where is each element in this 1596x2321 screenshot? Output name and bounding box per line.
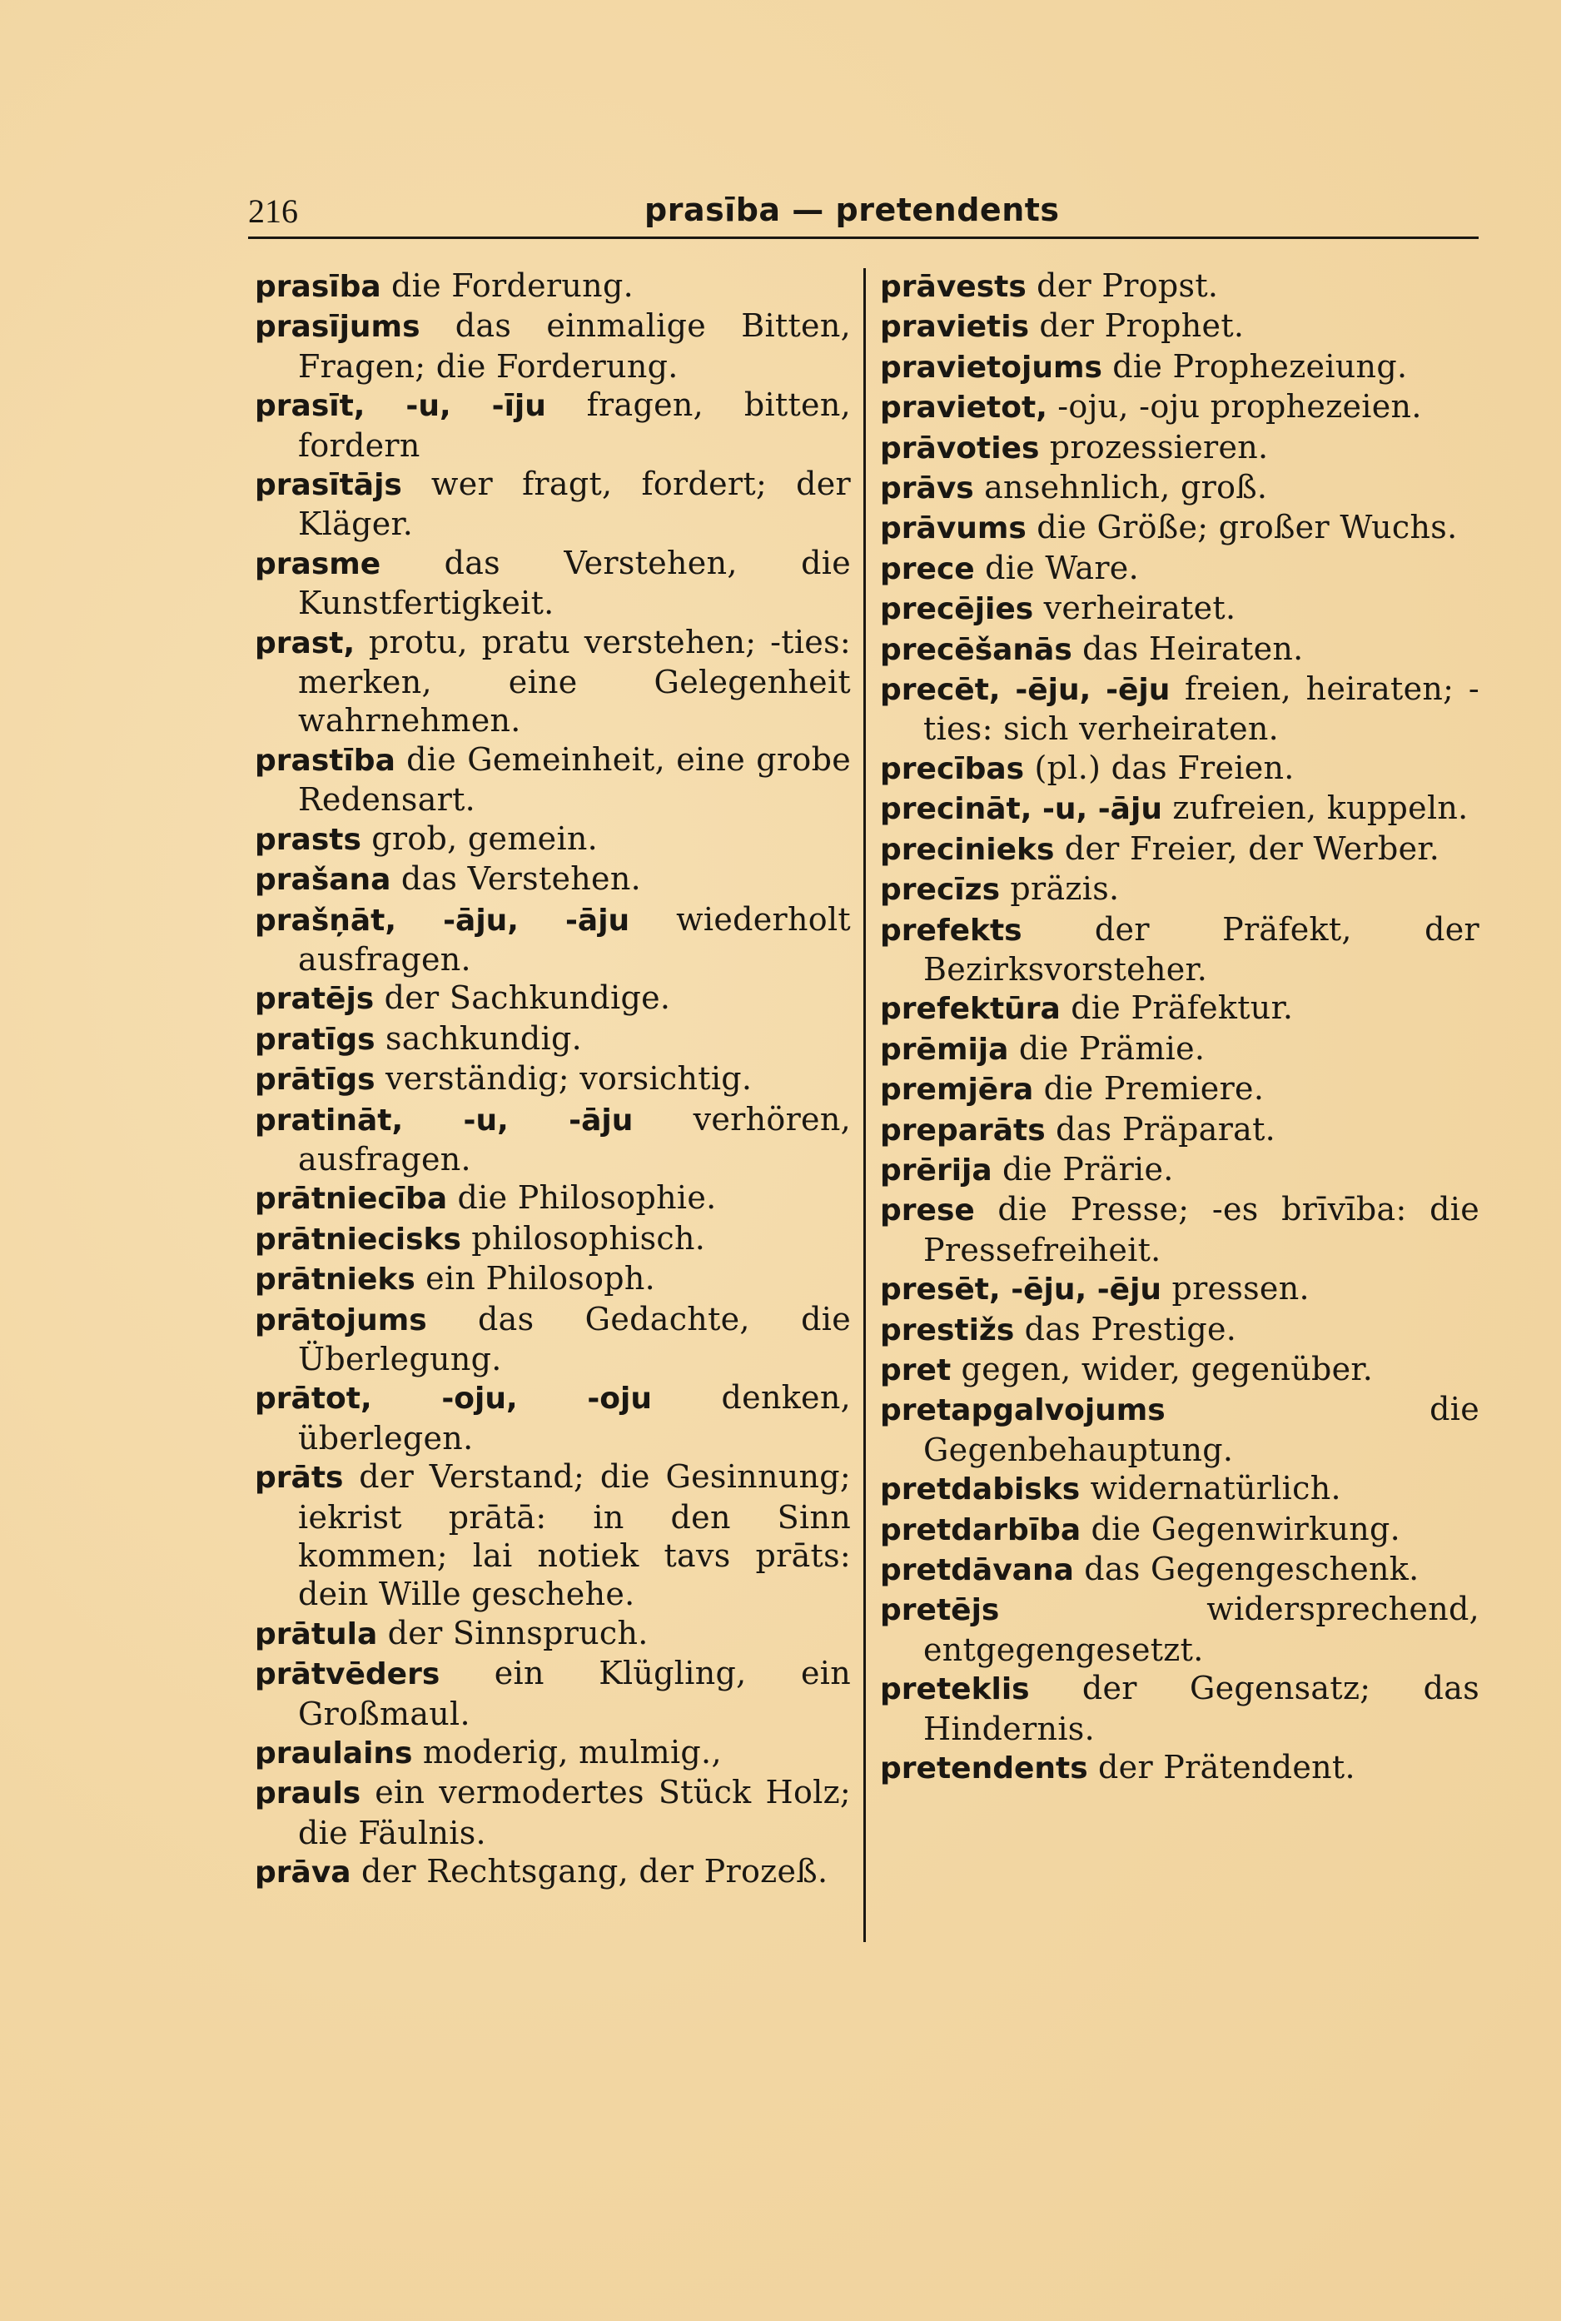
entry-headword: pratināt, -u, -āju bbox=[255, 1103, 634, 1138]
entry-definition: widernatürlich. bbox=[1080, 1470, 1341, 1507]
entry-definition: die Philosophie. bbox=[447, 1179, 717, 1217]
dictionary-entry bbox=[255, 740, 851, 819]
entry-headword: pratīgs bbox=[255, 1022, 375, 1057]
dictionary-entry bbox=[255, 1259, 851, 1299]
entry-definition: die Gegenbehauptung. bbox=[923, 1391, 1479, 1468]
dictionary-entry bbox=[880, 869, 1479, 909]
entry-headword: prast, bbox=[255, 625, 355, 660]
entry-definition: protu, pratu verstehen; -ties: merken, eine Gelegenheit wahrnehmen. bbox=[298, 623, 851, 740]
entry-definition: der Gegensatz; das Hindernis. bbox=[923, 1670, 1479, 1747]
entry-headword: prātvēders bbox=[255, 1657, 440, 1692]
running-head: prasība — pretendents bbox=[644, 192, 1060, 228]
entry-definition: ein Klügling, ein Großmaul. bbox=[298, 1655, 851, 1732]
entry-definition: das Gedachte, die Überlegung. bbox=[298, 1300, 851, 1377]
entry-definition: die Forderung. bbox=[380, 267, 634, 304]
dictionary-entry bbox=[255, 1178, 851, 1218]
entry-definition: die Gegenwirkung. bbox=[1081, 1510, 1401, 1547]
dictionary-entry bbox=[880, 1350, 1479, 1390]
entry-definition: prozessieren. bbox=[1039, 428, 1269, 466]
dictionary-entry bbox=[255, 900, 851, 979]
entry-headword: prasījums bbox=[255, 310, 420, 345]
entry-definition: das einmalige Bitten, Fragen; die Forderung. bbox=[298, 307, 851, 385]
dictionary-entry bbox=[880, 589, 1479, 629]
entry-headword: prece bbox=[880, 551, 975, 586]
entry-definition: die Größe; großer Wuchs. bbox=[1026, 509, 1458, 546]
dictionary-entry bbox=[880, 266, 1479, 306]
dictionary-entry bbox=[880, 1390, 1479, 1469]
entry-definition: der Rechtsgang, der Prozeß. bbox=[351, 1853, 828, 1890]
entry-headword: prātula bbox=[255, 1616, 378, 1651]
dictionary-entry bbox=[880, 1069, 1479, 1109]
entry-headword: precēšanās bbox=[880, 632, 1072, 667]
dictionary-entry bbox=[880, 1590, 1479, 1669]
entry-headword: pretapgalvojums bbox=[880, 1393, 1166, 1428]
dictionary-entry bbox=[880, 1469, 1479, 1509]
entry-headword: precēt, -ēju, -ēju bbox=[880, 673, 1171, 708]
entry-headword: prauls bbox=[255, 1776, 361, 1811]
entry-headword: prāvums bbox=[880, 511, 1027, 546]
entry-definition: moderig, mulmig., bbox=[412, 1734, 722, 1771]
entry-headword: preparāts bbox=[880, 1113, 1046, 1148]
dictionary-entry bbox=[880, 1550, 1479, 1590]
dictionary-entry bbox=[880, 1669, 1479, 1748]
dictionary-entry bbox=[880, 630, 1479, 670]
entry-headword: prasts bbox=[255, 822, 361, 857]
dictionary-entry bbox=[880, 549, 1479, 589]
entry-headword: pretējs bbox=[880, 1593, 1000, 1628]
entry-headword: pretdāvana bbox=[880, 1553, 1074, 1587]
dictionary-entry bbox=[255, 819, 851, 859]
dictionary-entry bbox=[255, 1019, 851, 1059]
right-column bbox=[880, 266, 1479, 1788]
entry-definition: gegen, wider, gegenüber. bbox=[951, 1350, 1374, 1387]
dictionary-entry bbox=[880, 1029, 1479, 1069]
entry-definition: wer fragt, fordert; der Kläger. bbox=[298, 466, 851, 543]
dictionary-entry bbox=[880, 1510, 1479, 1550]
dictionary-entry bbox=[880, 829, 1479, 869]
entry-headword: prātniecība bbox=[255, 1182, 448, 1217]
dictionary-entry bbox=[255, 1852, 851, 1892]
entry-headword: pratējs bbox=[255, 982, 375, 1017]
entry-definition: der Prätendent. bbox=[1087, 1749, 1355, 1786]
dictionary-entry bbox=[255, 1654, 851, 1733]
entry-definition: (pl.) das Freien. bbox=[1024, 749, 1295, 786]
page-number: 216 bbox=[248, 192, 298, 230]
entry-headword: prasītājs bbox=[255, 468, 402, 503]
entry-headword: prestižs bbox=[880, 1312, 1015, 1347]
entry-headword: preteklis bbox=[880, 1672, 1030, 1707]
dictionary-entry bbox=[255, 1457, 851, 1614]
dictionary-entry bbox=[880, 1190, 1479, 1269]
entry-headword: prēmija bbox=[880, 1032, 1009, 1067]
entry-headword: prese bbox=[880, 1193, 975, 1228]
dictionary-entry bbox=[255, 1059, 851, 1099]
dictionary-entry bbox=[255, 1773, 851, 1852]
entry-definition: der Sinnspruch. bbox=[377, 1614, 649, 1651]
dictionary-entry bbox=[255, 306, 851, 386]
dictionary-entry bbox=[880, 306, 1479, 346]
entry-headword: precīzs bbox=[880, 873, 1000, 908]
column-divider bbox=[863, 268, 866, 1942]
dictionary-entry bbox=[255, 465, 851, 544]
entry-headword: precināt, -u, -āju bbox=[880, 792, 1162, 827]
entry-headword: prātot, -oju, -oju bbox=[255, 1382, 652, 1417]
entry-headword: pretendents bbox=[880, 1751, 1088, 1786]
dictionary-entry bbox=[880, 1310, 1479, 1350]
dictionary-entry bbox=[255, 859, 851, 899]
entry-headword: prāvs bbox=[880, 471, 974, 506]
dictionary-entry bbox=[880, 1269, 1479, 1309]
entry-headword: prāts bbox=[255, 1461, 344, 1496]
entry-headword: prātojums bbox=[255, 1302, 427, 1337]
entry-headword: prasība bbox=[255, 270, 381, 304]
dictionary-entry bbox=[880, 749, 1479, 789]
dictionary-entry bbox=[880, 468, 1479, 508]
entry-definition: die Präfektur. bbox=[1060, 989, 1294, 1027]
entry-headword: prērija bbox=[880, 1153, 992, 1188]
entry-definition: das Gegengeschenk. bbox=[1073, 1551, 1419, 1587]
entry-headword: precinieks bbox=[880, 832, 1055, 867]
entry-headword: prašana bbox=[255, 863, 391, 898]
entry-definition: verhören, ausfragen. bbox=[298, 1100, 851, 1178]
dictionary-entry bbox=[255, 1300, 851, 1379]
entry-definition: das Verstehen. bbox=[390, 860, 641, 898]
entry-definition: präzis. bbox=[1000, 870, 1120, 908]
entry-definition: das Prestige. bbox=[1014, 1310, 1237, 1347]
entry-headword: prasme bbox=[255, 546, 381, 581]
dictionary-entry bbox=[880, 670, 1479, 749]
entry-headword: prašņāt, -āju, -āju bbox=[255, 903, 630, 938]
dictionary-entry bbox=[255, 1100, 851, 1179]
entry-headword: praulains bbox=[255, 1736, 413, 1771]
dictionary-entry bbox=[255, 266, 851, 306]
entry-headword: prefekts bbox=[880, 913, 1022, 948]
dictionary-entry bbox=[255, 544, 851, 623]
dictionary-entry bbox=[255, 1733, 851, 1773]
entry-definition: widersprechend, entgegengesetzt. bbox=[923, 1591, 1479, 1668]
entry-headword: prāvoties bbox=[880, 431, 1040, 466]
dictionary-entry bbox=[880, 989, 1479, 1029]
entry-headword: prāvests bbox=[880, 270, 1027, 304]
entry-definition: die Premiere. bbox=[1033, 1070, 1265, 1108]
left-column bbox=[255, 266, 851, 1893]
entry-definition: der Prophet. bbox=[1029, 307, 1245, 345]
entry-definition: fragen, bitten, fordern bbox=[298, 386, 851, 464]
entry-headword: premjēra bbox=[880, 1073, 1034, 1108]
entry-definition: das Verstehen, die Kunstfertigkeit. bbox=[298, 544, 851, 622]
entry-headword: prastība bbox=[255, 743, 395, 778]
entry-headword: prefektūra bbox=[880, 992, 1061, 1027]
dictionary-entry bbox=[880, 789, 1479, 829]
entry-definition: grob, gemein. bbox=[360, 819, 599, 857]
dictionary-entry bbox=[255, 979, 851, 1019]
dictionary-entry bbox=[880, 387, 1479, 427]
entry-headword: prātniecisks bbox=[255, 1222, 461, 1257]
page-header bbox=[248, 185, 1479, 239]
dictionary-entry bbox=[880, 508, 1479, 548]
entry-definition: sachkundig. bbox=[375, 1019, 583, 1057]
dictionary-entry bbox=[255, 1219, 851, 1259]
entry-definition: freien, heiraten; -ties: sich verheiraten. bbox=[923, 670, 1479, 748]
dictionary-entry bbox=[880, 910, 1479, 989]
entry-definition: verheiratet. bbox=[1033, 590, 1236, 627]
entry-headword: pravietot, bbox=[880, 391, 1047, 426]
dictionary-entry bbox=[880, 428, 1479, 468]
entry-definition: der Propst. bbox=[1026, 267, 1219, 304]
entry-definition: verständig; vorsichtig. bbox=[375, 1060, 753, 1098]
entry-headword: precības bbox=[880, 751, 1025, 786]
entry-definition: die Ware. bbox=[974, 549, 1139, 586]
entry-definition: der Freier, der Werber. bbox=[1054, 829, 1440, 867]
entry-headword: pravietis bbox=[880, 310, 1030, 345]
dictionary-entry bbox=[255, 1378, 851, 1457]
entry-definition: der Sachkundige. bbox=[374, 979, 671, 1017]
entry-definition: die Gemeinheit, eine grobe Redensart. bbox=[298, 740, 851, 819]
entry-headword: pretdarbība bbox=[880, 1512, 1081, 1547]
dictionary-entry bbox=[255, 623, 851, 740]
entry-definition: ansehnlich, groß. bbox=[973, 469, 1268, 506]
entry-definition: die Prämie. bbox=[1008, 1029, 1206, 1067]
entry-headword: prāva bbox=[255, 1855, 351, 1890]
dictionary-entry bbox=[880, 1748, 1479, 1788]
entry-headword: prātnieks bbox=[255, 1263, 415, 1297]
entry-definition: das Präparat. bbox=[1045, 1110, 1276, 1148]
dictionary-entry bbox=[880, 1150, 1479, 1190]
entry-definition: wiederholt ausfragen. bbox=[298, 900, 851, 978]
dictionary-entry bbox=[255, 386, 851, 465]
dictionary-entry bbox=[880, 347, 1479, 387]
entry-definition: philosophisch. bbox=[460, 1219, 706, 1257]
dictionary-entry bbox=[880, 1110, 1479, 1150]
entry-definition: das Heiraten. bbox=[1071, 630, 1304, 667]
entry-definition: ein Philosoph. bbox=[415, 1260, 656, 1297]
entry-definition: zufreien, kuppeln. bbox=[1161, 789, 1469, 827]
entry-definition: denken, überlegen. bbox=[298, 1379, 851, 1457]
entry-headword: prātīgs bbox=[255, 1063, 375, 1098]
entry-definition: ein vermodertes Stück Holz; die Fäulnis. bbox=[298, 1774, 851, 1851]
entry-definition: die Presse; -es brīvība: die Pressefreiheit. bbox=[923, 1191, 1479, 1268]
entry-definition: die Prophezeiung. bbox=[1101, 347, 1408, 385]
entry-headword: pret bbox=[880, 1352, 952, 1387]
entry-headword: prasīt, -u, -īju bbox=[255, 389, 546, 424]
entry-definition: der Präfekt, der Bezirksvorsteher. bbox=[923, 910, 1479, 988]
entry-definition: pressen. bbox=[1161, 1270, 1310, 1307]
entry-definition: -oju, -oju prophezeien. bbox=[1047, 388, 1422, 426]
entry-headword: pretdabisks bbox=[880, 1472, 1081, 1507]
entry-headword: precējies bbox=[880, 592, 1034, 627]
entry-headword: pravietojums bbox=[880, 350, 1102, 385]
dictionary-entry bbox=[255, 1614, 851, 1654]
entry-definition: der Verstand; die Gesinnung; iekrist prātā: in den Sinn kommen; lai notiek tavs prāts: dein Wille geschehe. bbox=[298, 1458, 851, 1613]
entry-headword: presēt, -ēju, -ēju bbox=[880, 1273, 1162, 1307]
entry-definition: die Prärie. bbox=[992, 1150, 1174, 1188]
